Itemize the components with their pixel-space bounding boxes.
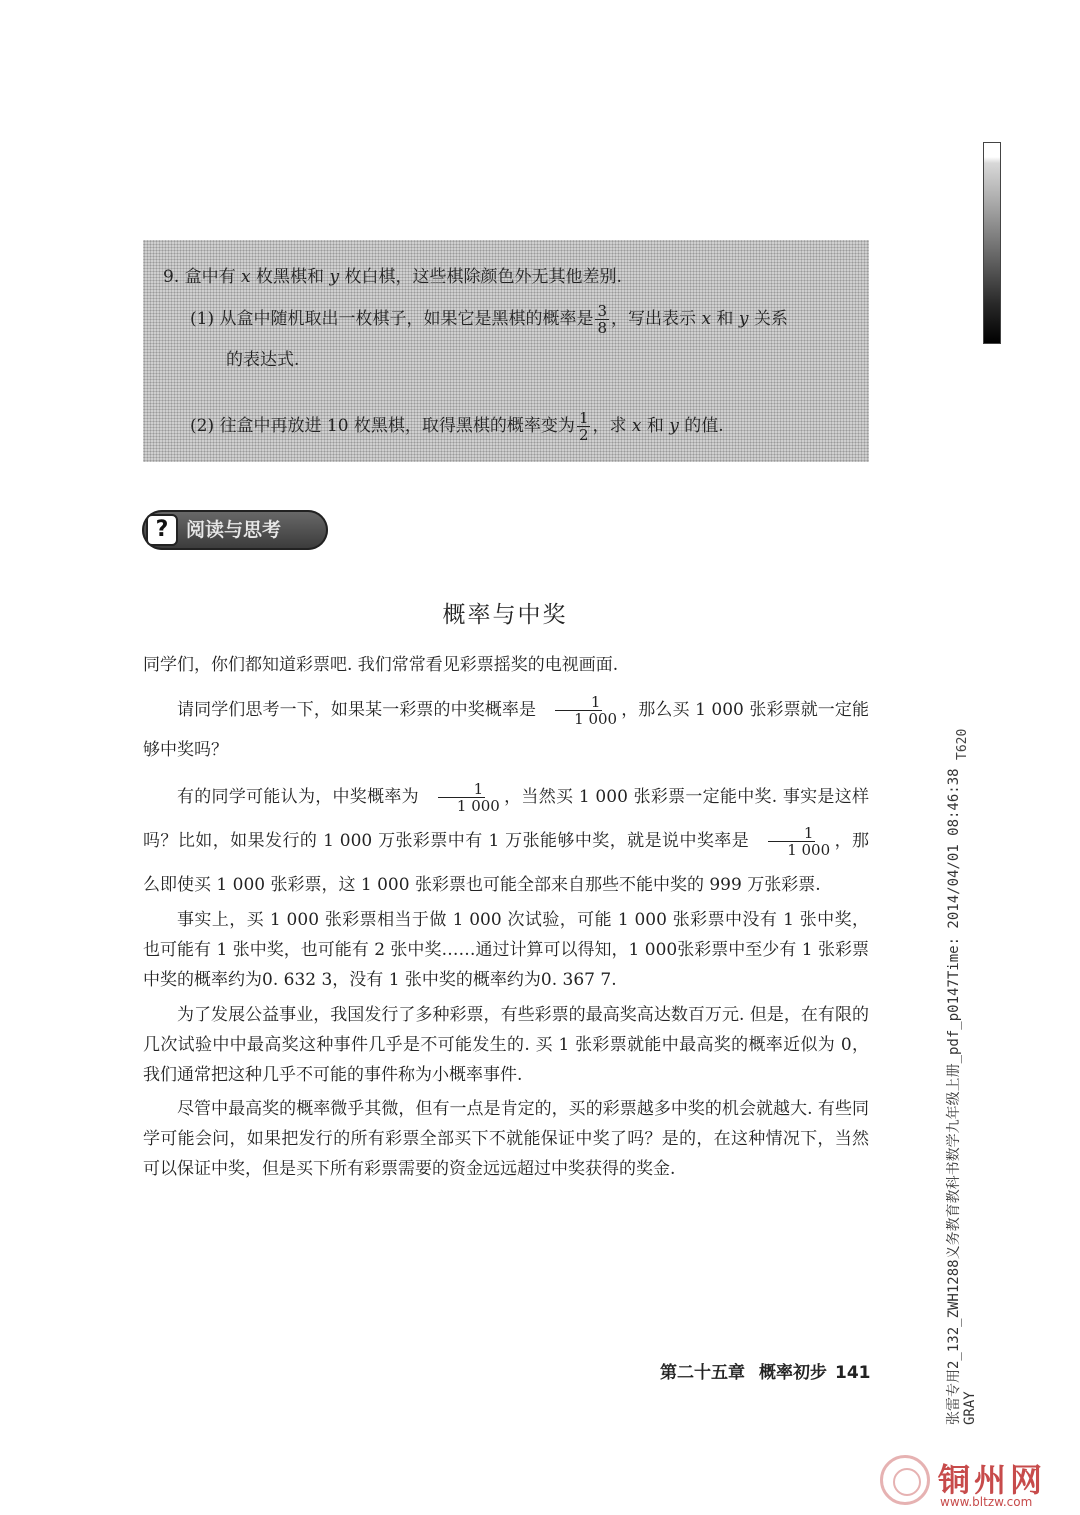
fraction-denominator: 1 000 <box>787 841 831 859</box>
fraction-numerator: 3 <box>597 302 608 320</box>
exercise-part-1 <box>190 303 788 336</box>
paragraph-text: 有的同学可能认为，中奖概率为 <box>177 787 419 807</box>
footer-topic: 概率初步 <box>759 1363 827 1383</box>
fraction-denominator: 1 000 <box>456 797 500 815</box>
paragraph-text: 同学们，你们都知道彩票吧. 我们常常看见彩票摇奖的电视画面. <box>143 655 619 675</box>
var-y: y <box>329 267 340 287</box>
page-number: 141 <box>835 1363 871 1383</box>
watermark-name: 铜州网 <box>938 1461 1047 1499</box>
var-x: x <box>241 267 251 287</box>
var-x: x <box>631 416 642 436</box>
scan-info-line: 张雷专用2_132_ZWH1288义务教育教科书数学九年级上册_pdf_p0147Time: 2014/04/01 08:46:38 <box>946 768 962 1425</box>
fraction-1-2 <box>577 410 591 443</box>
paragraph-text: ，当然买 1 000 张彩票一定能中奖. 事实是这样吗？比如，如果发行的 1 000 万张彩票中有 1 万张能够中奖，就是说中奖率是 <box>143 787 869 851</box>
paragraph-5 <box>143 1000 869 1090</box>
part-2-text: 的值. <box>678 416 724 436</box>
paragraph-text: ，那么买 1 000 张彩票就一定能够中奖吗？ <box>143 700 869 760</box>
scan-info-line-2: GRAY <box>962 1391 978 1425</box>
scan-gray-scale-strip <box>983 142 1001 344</box>
paragraph-text: ，那么即使买 1 000 张彩票，这 1 000 张彩票也可能全部来自那些不能中奖的 999 万张彩票. <box>143 831 870 895</box>
paragraph-4 <box>143 905 869 995</box>
fraction-1-1000 <box>751 825 832 858</box>
part-1-text: 关系 <box>748 309 788 329</box>
exercise-question-text: 枚白棋，这些棋除颜色外无其他差别. <box>339 267 622 287</box>
fraction-1-1000 <box>421 781 502 814</box>
paragraph-text: 尽管中最高奖的概率微乎其微，但有一点是肯定的，买的彩票越多中奖的机会就越大. 有些同学可能会问，如果把发行的所有彩票全部买下不就能保证中奖了吗？是的，在这种情况下，当然可以保证中奖，但是买下所有彩票需要的资金远远超过中奖获得的奖金. <box>143 1099 869 1179</box>
paragraph-3 <box>143 775 869 907</box>
exercise-question-text: 枚黑棋和 <box>250 267 330 287</box>
fraction-numerator: 1 <box>768 825 816 842</box>
part-1-text: ，写出表示 <box>611 309 702 329</box>
fraction-3-8 <box>595 303 609 336</box>
paragraph-2 <box>143 690 869 770</box>
fraction-denominator: 1 000 <box>574 710 618 728</box>
part-2-text: (2) 往盒中再放进 10 枚黑棋，取得黑棋的概率变为 <box>190 416 575 436</box>
fraction-denominator: 2 <box>578 426 589 444</box>
paragraph-text: 请同学们思考一下，如果某一彩票的中奖概率是 <box>177 700 537 720</box>
exercise-question <box>163 262 622 287</box>
paragraph-6 <box>143 1094 869 1184</box>
section-label: 阅读与思考 <box>186 519 282 541</box>
exercise-part-2 <box>190 410 724 443</box>
fraction-1-1000 <box>538 694 619 727</box>
fraction-numerator: 1 <box>555 694 603 711</box>
question-mark-icon: ? <box>146 514 178 546</box>
var-y: y <box>738 309 749 329</box>
article-title: 概率与中奖 <box>442 602 568 628</box>
reading-thinking-badge <box>142 510 328 550</box>
paragraph-text: 为了发展公益事业，我国发行了多种彩票，有些彩票的最高奖高达数百万元. 但是，在有限的几次试验中中最高奖这种事件几乎是不可能发生的. 买 1 张彩票就能中最高奖的概率近似为 0，我们通常把这种几乎不可能的事件称为小概率事件. <box>143 1005 869 1085</box>
part-1-text: (1) 从盒中随机取出一枚棋子，如果它是黑棋的概率是 <box>190 309 594 329</box>
var-y: y <box>669 416 679 436</box>
scan-code: T620 <box>955 728 970 760</box>
fraction-numerator: 1 <box>438 781 486 798</box>
fraction-numerator: 1 <box>578 409 589 427</box>
watermark <box>880 1455 1070 1510</box>
part-2-text: ，求 <box>592 416 632 436</box>
var-x: x <box>701 309 712 329</box>
footer-chapter: 第二十五章 <box>660 1363 745 1383</box>
paragraph-1 <box>143 650 869 680</box>
exercise-question-text: 9. 盒中有 <box>163 267 242 287</box>
exercise-part-1-cont: 的表达式. <box>226 350 300 370</box>
page-footer <box>660 1358 871 1383</box>
fraction-denominator: 8 <box>597 319 608 337</box>
part-2-text: 和 <box>641 416 670 436</box>
watermark-url: www.bltzw.com <box>940 1495 1033 1509</box>
watermark-logo-icon <box>880 1455 930 1505</box>
part-1-text: 和 <box>711 309 739 329</box>
paragraph-text: 事实上，买 1 000 张彩票相当于做 1 000 次试验，可能 1 000 张彩票中没有 1 张中奖，也可能有 1 张中奖，也可能有 2 张中奖……通过计算可以得知，1 000张彩票中至少有 1 张彩票中奖的概率约为0. 632 3，没有 1 张中奖的概率约为0. 367 7. <box>143 910 869 990</box>
